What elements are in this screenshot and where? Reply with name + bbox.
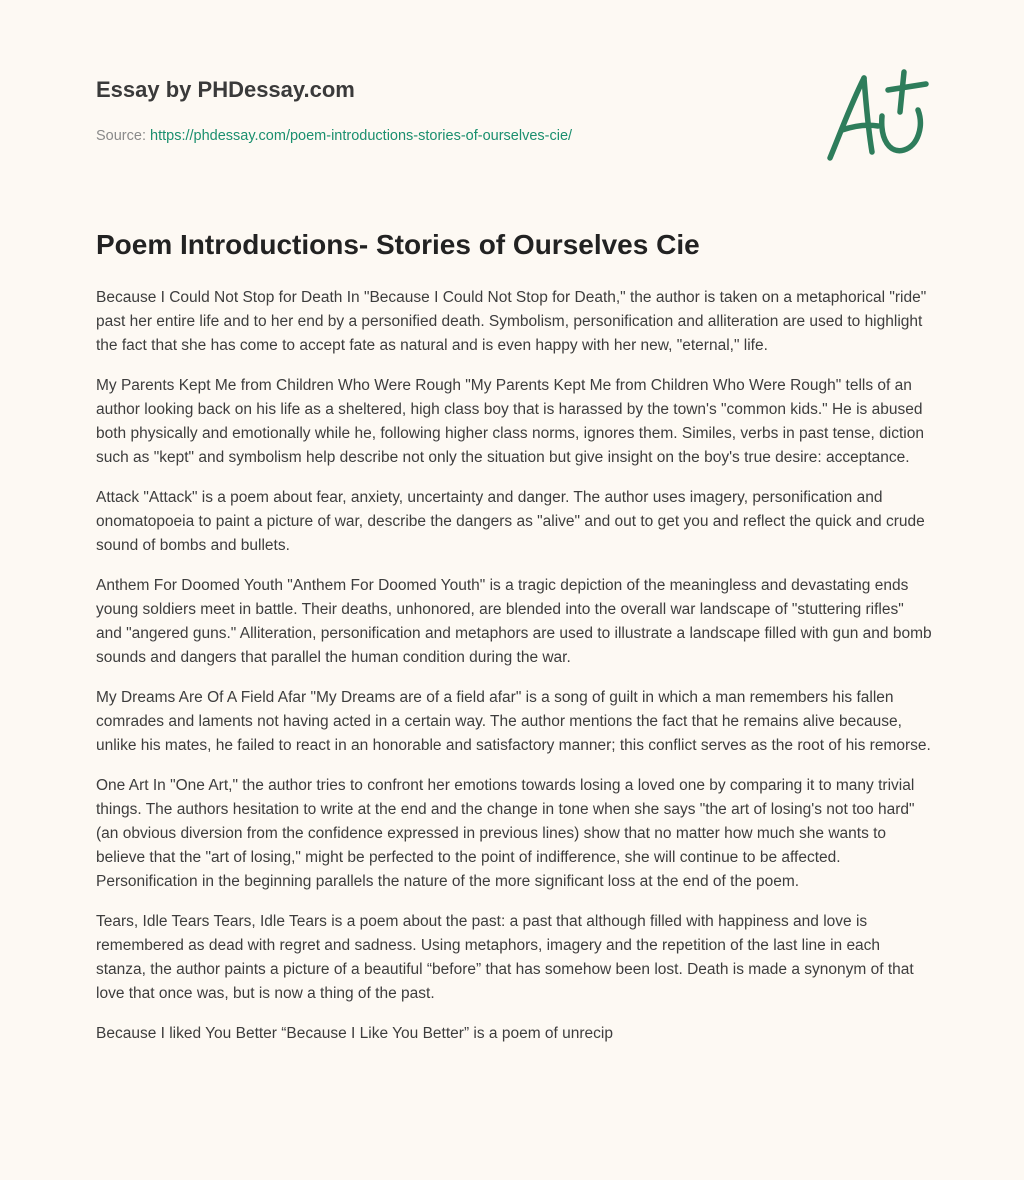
article-paragraph: My Parents Kept Me from Children Who Were Rough "My Parents Kept Me from Children Who Were Rough" tells of an author looking back on his life as a sheltered, high class boy that is harassed by the town's "common kids." He is abused both physically and emotionally while he, following higher class norms, ignores them. Similes, verbs in past tense, diction such as "kept" and symbolism help describe not only the situation but give insight on the boy's true desire: acceptance.	[96, 377, 924, 466]
article-paragraph: Because I liked You Better “Because I Like You Better” is a poem of unrecip	[96, 1025, 613, 1042]
article-title: Poem Introductions- Stories of Ourselves Cie	[96, 229, 700, 260]
article-paragraph: Attack "Attack" is a poem about fear, anxiety, uncertainty and danger. The author uses imagery, personification and onomatopoeia to paint a picture of war, describe the dangers as "alive" and out to get you and reflect the quick and crude sound of bombs and bullets.	[96, 489, 925, 554]
source-line	[96, 126, 796, 146]
source-label: Source:	[96, 128, 146, 144]
article-paragraph: Because I Could Not Stop for Death In "Because I Could Not Stop for Death," the author is taken on a metaphorical "ride" past her entire life and to her end by a personified death. Symbolism, personification and alliteration are used to highlight the fact that she has come to accept fate as natural and is even happy with her new, "eternal," life.	[96, 289, 927, 354]
source-link[interactable]: https://phdessay.com/poem-introductions-stories-of-ourselves-cie/	[150, 128, 573, 144]
page-header	[96, 76, 796, 146]
article-paragraph: Anthem For Doomed Youth "Anthem For Doomed Youth" is a tragic depiction of the meaningless and devastating ends young soldiers meet in battle. Their deaths, unhonored, are blended into the overall war landscape of "stuttering rifles" and "angered guns." Alliteration, personification and metaphors are used to illustrate a landscape filled with gun and bomb sounds and dangers that parallel the human condition during the war.	[96, 577, 932, 666]
article-paragraph: Tears, Idle Tears Tears, Idle Tears is a poem about the past: a past that although filled with happiness and love is remembered as dead with regret and sadness. Using metaphors, imagery and the repetition of the last line in each stanza, the author paints a picture of a beautiful “before” that has somehow been lost. Death is made a synonym of that love that once was, but is now a thing of the past.	[96, 913, 914, 1002]
article-paragraph: My Dreams Are Of A Field Afar "My Dreams are of a field afar" is a song of guilt in which a man remembers his fallen comrades and laments not having acted in a certain way. The author mentions the fact that he remains alive because, unlike his mates, he failed to react in an honorable and satisfactory manner; this conflict serves as the root of his remorse.	[96, 689, 931, 754]
a-plus-logo-icon	[820, 64, 932, 168]
article	[96, 226, 932, 1062]
site-title: Essay by PHDessay.com	[96, 77, 355, 102]
article-paragraph: One Art In "One Art," the author tries to confront her emotions towards losing a loved one by comparing it to many trivial things. The authors hesitation to write at the end and the change in tone when she says "the art of losing's not too hard" (an obvious diversion from the confidence expressed in previous lines) show that no matter how much she wants to believe that the "art of losing," might be perfected to the point of indifference, she will continue to be affected. Personification in the beginning parallels the nature of the more significant loss at the end of the poem.	[96, 777, 915, 890]
